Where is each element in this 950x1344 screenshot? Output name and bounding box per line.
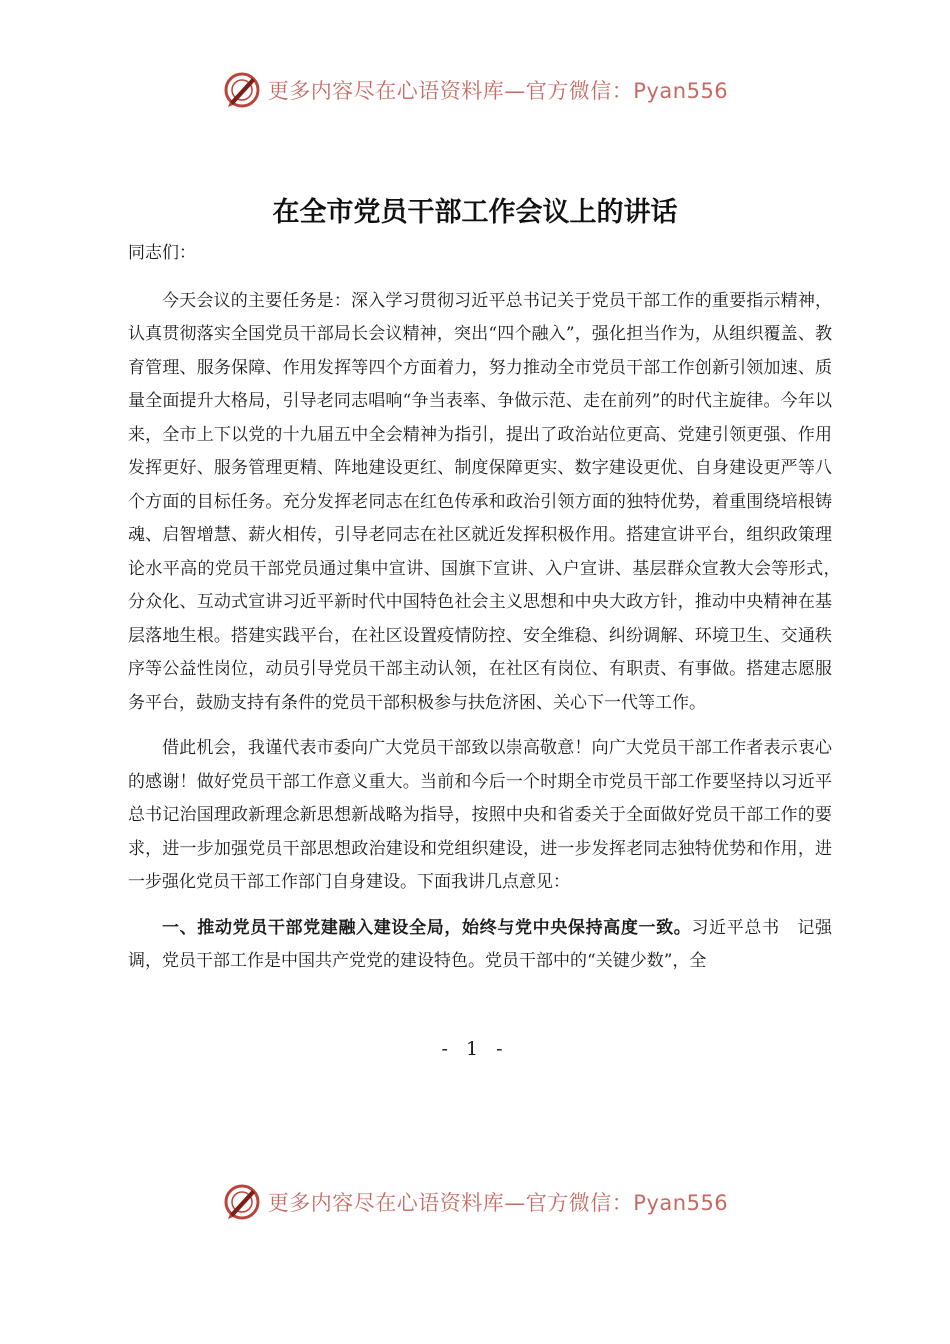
document-title: 在全市党员干部工作会议上的讲话 (272, 197, 678, 228)
paragraph-1: 今天会议的主要任务是：深入学习贯彻习近平总书记关于党员干部工作的重要指示精神，认真贯彻落实全国党员干部局长会议精神，突出“四个融入”，强化担当作为，从组织覆盖、教育管理、服务保障、作用发挥等四个方面着力，努力推动全市党员干部工作创新引领加速、质量全面提升大格局，引导老同志唱响“争当表率、争做示范、走在前列”的时代主旋律。今年以来，全市上下以党的十九届五中全会精神为指引，提出了政治站位更高、党建引领更强、作用发挥更好、服务管理更精、阵地建设更红、制度保障更实、数字建设更优、自身建设更严等八个方面的目标任务。充分发挥老同志在红色传承和政治引领方面的独特优势，着重围绕培根铸魂、启智增慧、薪火相传，引导老同志在社区就近发挥积极作用。搭建宣讲平台，组织政策理论水平高的党员干部党员通过集中宣讲、国旗下宣讲、入户宣讲、基层群众宣教大会等形式， 分众化、互动式宣讲习近平新时代中国特色社会主义思想和中央大政方针，推动中央精神在基层落地生根。搭建实践平台，在社区设置疫情防控、安全维稳、纠纷调解、环境卫生、交通秩序等公益性岗位，动员引导党员干部主动认领，在社区有岗位、有职责、有事做。搭建志愿服务平台，鼓励支持有条件的党员干部积极参与扶危济困、关心下一代等工作。 (128, 290, 849, 713)
salutation: 同志们： (128, 243, 196, 263)
pen-in-circle-icon (222, 70, 262, 110)
watermark-text: 更多内容尽在心语资料库—官方微信：Pyan556 (267, 79, 729, 103)
watermark-text: 更多内容尽在心语资料库—官方微信：Pyan556 (267, 1191, 729, 1215)
paragraph-2: 借此机会，我谨代表市委向广大党员干部致以崇高敬意！向广大党员干部工作者表示衷心的感谢！做好党员干部工作意义重大。当前和今后一个时期全市党员干部工作要坚持以习近平总书记治国理政新理念新思想新战略为指导，按照中央和省委关于全面做好党员干部工作的要求，进一步加强党员干部思想政治建设和党组织建设，进一步发挥老同志独特优势和作用，进一步强化党员干部工作部门自身建设。下面我讲几点意见： (128, 738, 832, 892)
section-1-heading: 一、推动党员干部党建融入建设全局，始终与党中央保持高度一致。 (162, 917, 692, 938)
section-1-text: 习近平总书 记强调，党员干部工作是中国共产党党的建设特色。党员干部中的“关键少数”，全 (128, 917, 833, 971)
section-1-paragraph (128, 912, 832, 979)
watermark-banner-bottom (0, 1180, 950, 1224)
watermark-banner-top (0, 68, 950, 112)
document-body (128, 237, 849, 991)
page-number: - 1 - (441, 1038, 509, 1060)
pen-in-circle-icon (222, 1182, 262, 1222)
